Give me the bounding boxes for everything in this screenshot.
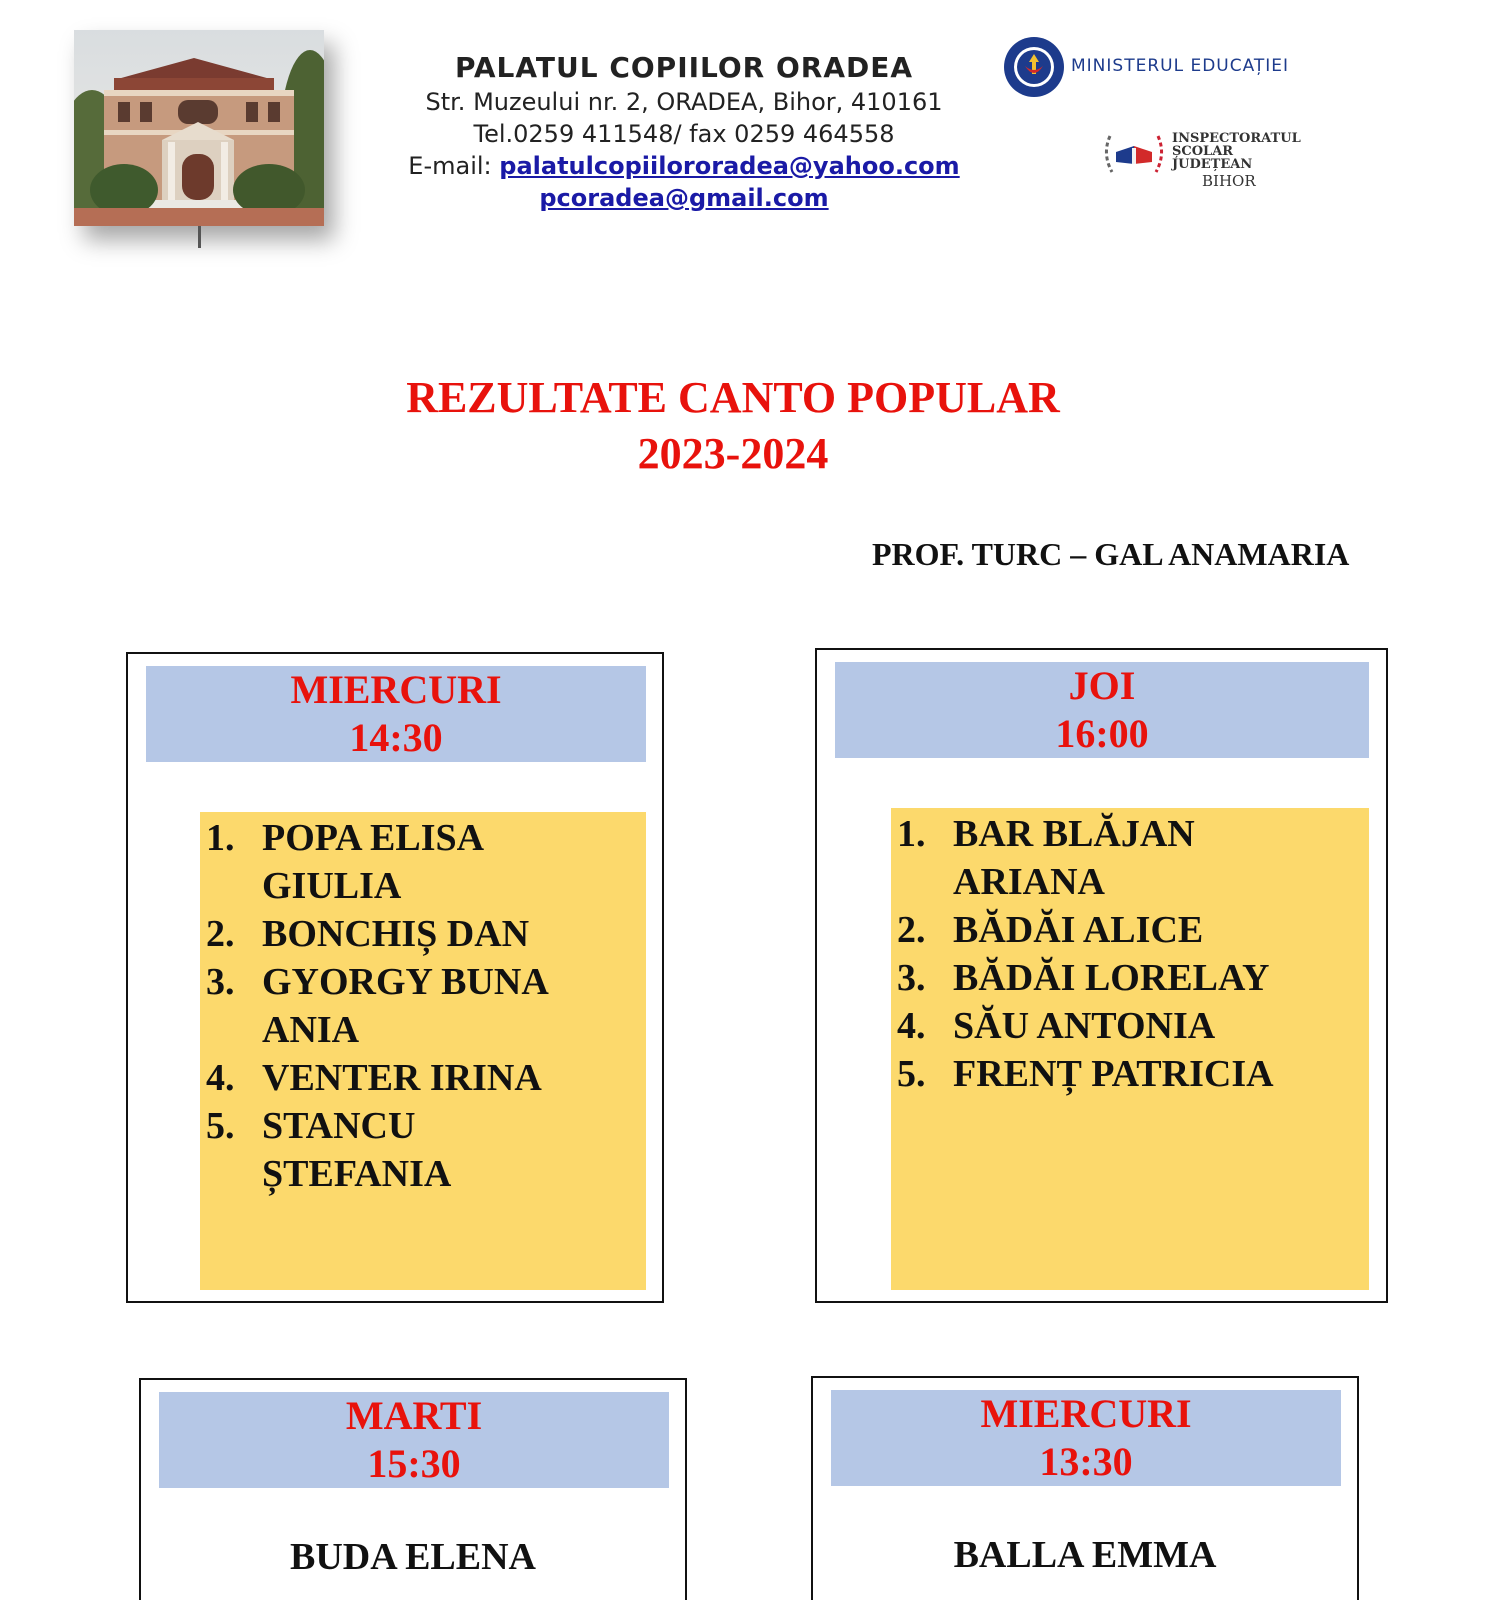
group-card-miercuri-1430 <box>126 652 664 1303</box>
romanian-government-seal-icon <box>1003 36 1065 98</box>
group-card-joi-1600 <box>815 648 1388 1303</box>
student-name-line: ARIANA <box>953 861 1105 903</box>
group-time: 14:30 <box>349 715 443 760</box>
student-name: BĂDĂI LORELAY <box>953 957 1270 999</box>
group-header <box>831 1390 1341 1486</box>
student-name-line: GYORGY BUNA <box>262 961 549 1003</box>
group-header <box>835 662 1369 758</box>
teacher-name: PROF. TURC – GAL ANAMARIA <box>872 536 1350 572</box>
group-header <box>146 666 646 762</box>
institution-name: PALATUL COPIILOR ORADEA <box>454 51 914 84</box>
document-title: REZULTATE CANTO POPULAR <box>406 373 1060 422</box>
student-name <box>262 1102 451 1198</box>
item-number: 2. <box>206 913 235 955</box>
student-name: VENTER IRINA <box>262 1057 542 1099</box>
ministry-label: MINISTERUL EDUCAȚIEI <box>1071 56 1290 76</box>
group-day: MIERCURI <box>290 667 502 712</box>
student-name: FRENȚ PATRICIA <box>953 1053 1274 1095</box>
inspectorate-emblem-icon <box>1102 128 1166 180</box>
item-number: 2. <box>897 909 926 951</box>
inspectorate-line-3: BIHOR <box>1202 172 1256 190</box>
institution-address: Str. Muzeului nr. 2, ORADEA, Bihor, 410161 <box>425 88 943 116</box>
item-number: 1. <box>206 817 235 859</box>
group-day: MIERCURI <box>980 1391 1192 1436</box>
student-list <box>200 812 646 1290</box>
student-list <box>891 808 1369 1290</box>
item-number: 4. <box>206 1057 235 1099</box>
group-day: MARTI <box>345 1393 483 1438</box>
group-card-marti-1530 <box>139 1378 687 1600</box>
group-time: 16:00 <box>1055 711 1149 756</box>
institution-header <box>404 50 964 214</box>
document-year: 2023-2024 <box>637 429 829 478</box>
item-number: 5. <box>206 1105 235 1147</box>
item-number: 1. <box>897 813 926 855</box>
student-name: BUDA ELENA <box>290 1536 536 1578</box>
email-link-gmail[interactable]: pcoradea@gmail.com <box>539 184 829 212</box>
item-number: 5. <box>897 1053 926 1095</box>
institution-email-line-2 <box>404 182 964 214</box>
item-number: 4. <box>897 1005 926 1047</box>
group-time: 15:30 <box>367 1441 461 1486</box>
group-time: 13:30 <box>1039 1439 1133 1484</box>
inspectorate-label <box>1172 132 1312 188</box>
institution-email-line <box>404 150 964 182</box>
student-name-line: ȘTEFANIA <box>262 1153 452 1195</box>
student-name-line: GIULIA <box>262 865 402 907</box>
student-name <box>953 810 1195 906</box>
student-name-line: BAR BLĂJAN <box>953 813 1195 855</box>
palace-photo <box>74 30 324 226</box>
item-number: 3. <box>206 961 235 1003</box>
student-name <box>262 814 484 910</box>
ministry-logo <box>1003 36 1323 96</box>
student-name-line: POPA ELISA <box>262 817 485 859</box>
student-name-line: STANCU <box>262 1105 416 1147</box>
group-card-miercuri-1330 <box>811 1376 1359 1600</box>
student-name: BONCHIȘ DAN <box>262 913 530 955</box>
inspectorate-line-1: INSPECTORATUL <box>1172 131 1301 146</box>
student-name: SĂU ANTONIA <box>953 1005 1216 1047</box>
student-name: BĂDĂI ALICE <box>953 909 1204 951</box>
group-header <box>159 1392 669 1488</box>
inspectorate-logo <box>1102 128 1312 190</box>
inspectorate-line-2: ȘCOLAR JUDEȚEAN <box>1172 144 1253 172</box>
photo-post <box>198 226 201 248</box>
institution-phone-fax: Tel.0259 411548/ fax 0259 464558 <box>473 120 895 148</box>
student-name: BALLA EMMA <box>953 1534 1217 1576</box>
group-day: JOI <box>1068 663 1136 708</box>
email-link-yahoo[interactable]: palatulcopiilororadea@yahoo.com <box>499 152 960 180</box>
student-name-line: ANIA <box>262 1009 360 1051</box>
item-number: 3. <box>897 957 926 999</box>
email-label: E-mail: <box>408 152 492 180</box>
student-name <box>262 958 549 1054</box>
